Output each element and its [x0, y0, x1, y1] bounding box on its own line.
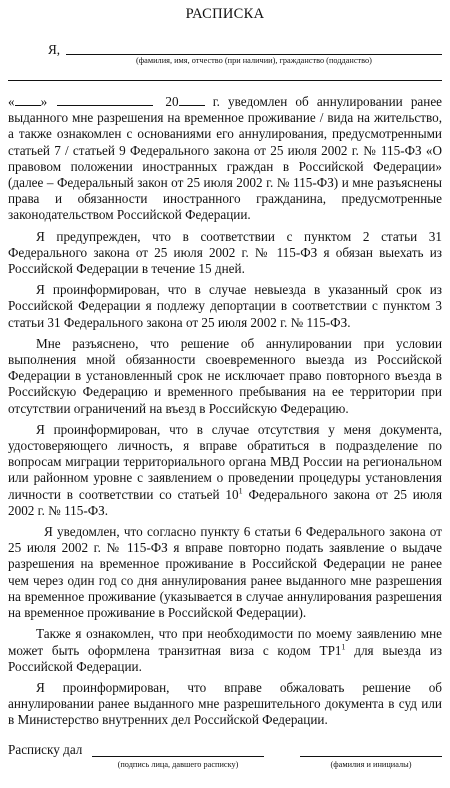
paragraph-3: Я проинформирован, что в случае невыезда в указанный срок из Российской Федерации я подлежу депортации в соответствии с пунктом 3 статьи 31 Федерального закона от 25 июля 2002 г. № 115-ФЗ.	[8, 282, 442, 330]
paragraph-5	[8, 422, 442, 519]
date-quote-close: »	[40, 94, 48, 109]
signature-hint: (подпись лица, давшего расписку)	[117, 760, 239, 769]
paragraph-7	[8, 626, 442, 675]
paragraph-5-tail: Федерального закона от 25 июля 2002 г. № 115-ФЗ.	[8, 486, 443, 518]
document-title: РАСПИСКА	[185, 6, 265, 22]
date-paragraph	[8, 94, 442, 224]
full-name-continuation-line	[8, 80, 442, 81]
paragraph-7-text: Также я ознакомлен, что при необходимости по моему заявлению мне может быть оформлена транзитная виза с кодом ТР1	[8, 626, 442, 658]
paragraph-5-text: Я проинформирован, что в случае отсутствия у меня документа, удостоверяющего личность, я вправе обратиться в подразделение по вопросам миграции территориального органа МВД России на региональном или районном уровне с заявлением о проведении процедуры установления личности в соответствии со статьей 10	[8, 421, 442, 502]
paragraph-1-text: выданного мне разрешения на временное проживание / вида на жительство, а также ознакомлен с основаниями его аннулирования, предусмотренными статьей 7 / статьей 9 Федерального закона от 25 июля 2002 г. № 115-ФЗ «О правовом положении иностранных граждан в Российской Федерации» (далее – Федеральный закон от 25 июля 2002 г. № 115-ФЗ) и мне разъяснены права и обязанности иностранного гражданина, предусмотренные законодательством Российской Федерации.	[8, 110, 442, 223]
full-name-fill-line	[66, 54, 442, 55]
full-name-hint: (фамилия, имя, отчество (при наличии), гражданство (подданство)	[136, 56, 372, 65]
year-fill-line	[179, 94, 205, 106]
i-label: Я,	[48, 42, 61, 57]
signature-fill-line	[92, 756, 264, 757]
name-initials-fill-line	[300, 756, 442, 757]
paragraph-8: Я проинформирован, что вправе обжаловать решение об аннулировании ранее выданного мне разрешительного документа в суд или в Министерство внутренних дел Российской Федерации.	[8, 679, 442, 728]
name-initials-hint: (фамилия и инициалы)	[330, 760, 412, 769]
paragraph-5-superscript: 1	[238, 486, 243, 496]
receipt-body	[8, 94, 442, 734]
paragraph-2: Я предупрежден, что в соответствии с пунктом 2 статьи 31 Федерального закона от 25 июля 2002 г. № 115-ФЗ я обязан выехать из Российской Федерации в течение 15 дней.	[8, 228, 442, 277]
year-prefix: 20	[165, 94, 179, 109]
date-quote-open: «	[8, 94, 15, 109]
signature-label: Расписку дал	[8, 742, 83, 757]
date-line-text: г. уведомлен об аннулировании ранее	[212, 94, 443, 109]
paragraph-6: Я уведомлен, что согласно пункту 6 статьи 6 Федерального закона от 25 июля 2002 г. № 115-ФЗ я вправе повторно подать заявление о выдаче разрешения на временное проживание в Российской Федерации не ранее чем через один год со дня аннулирования ранее выданного мне разрешения на временное проживание (указывается в случае аннулирования разрешения на временное проживание в Российской Федерации).	[8, 524, 442, 621]
paragraph-4: Мне разъяснено, что решение об аннулировании при условии выполнения мной обязанности своевременного выезда из Российской Федерации в установленный срок не исключает право повторного въезда в Российскую Федерацию и временного пребывания на ее территории при отсутствии ограничений на въезд в Российскую Федерацию.	[8, 335, 442, 416]
paragraph-7-superscript: 1	[341, 642, 346, 652]
day-fill-line	[15, 94, 41, 106]
paragraph-7-tail: для выезда из Российской Федерации.	[8, 642, 442, 674]
month-fill-line	[57, 94, 153, 106]
